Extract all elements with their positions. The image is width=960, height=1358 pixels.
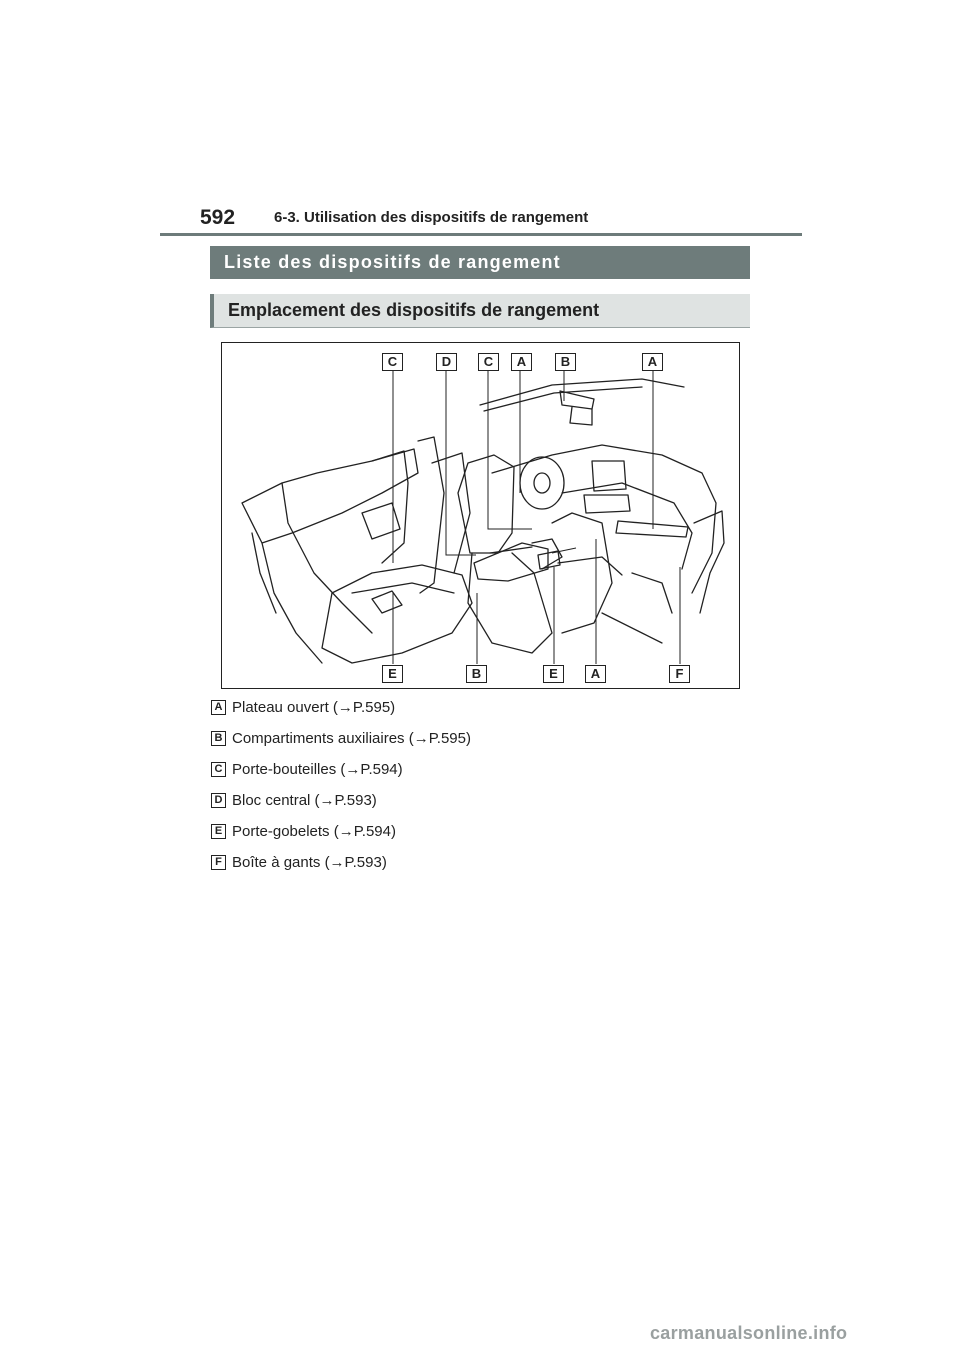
callout-top-4: A <box>511 353 532 371</box>
section-title: Liste des dispositifs de rangement <box>224 252 561 272</box>
legend-text: Plateau ouvert (→P.595) <box>232 699 396 716</box>
legend-text: Porte-bouteilles (→P.594) <box>232 761 403 778</box>
callout-top-6: A <box>642 353 663 371</box>
section-title-bar <box>210 246 750 279</box>
legend-text: Compartiments auxiliaires (→P.595) <box>232 730 471 747</box>
legend-letter: A <box>211 700 226 715</box>
legend-letter: D <box>211 793 226 808</box>
car-interior-illustration <box>221 342 740 689</box>
page-number: 592 <box>200 206 236 229</box>
callout-bottom-2: B <box>466 665 487 683</box>
legend-text: Bloc central (→P.593) <box>232 792 377 809</box>
watermark-text: carmanualsonline.info <box>650 1323 848 1343</box>
car-interior-drawing <box>222 343 741 690</box>
legend-letter: F <box>211 855 226 870</box>
callout-top-5: B <box>555 353 576 371</box>
page-header <box>160 198 802 236</box>
chapter-title: 6-3. Utilisation des dispositifs de rangement <box>274 209 589 226</box>
callout-top-3: C <box>478 353 499 371</box>
callout-bottom-5: F <box>669 665 690 683</box>
legend-letter: C <box>211 762 226 777</box>
callout-bottom-4: A <box>585 665 606 683</box>
legend-text: Boîte à gants (→P.593) <box>232 854 387 871</box>
callout-bottom-3: E <box>543 665 564 683</box>
legend-text: Porte-gobelets (→P.594) <box>232 823 396 840</box>
subsection-title-bar <box>210 294 750 328</box>
callout-top-1: C <box>382 353 403 371</box>
legend-letter: E <box>211 824 226 839</box>
callout-top-2: D <box>436 353 457 371</box>
legend-letter: B <box>211 731 226 746</box>
header-rule <box>160 233 802 236</box>
subsection-title: Emplacement des dispositifs de rangement <box>228 300 600 320</box>
callout-bottom-1: E <box>382 665 403 683</box>
